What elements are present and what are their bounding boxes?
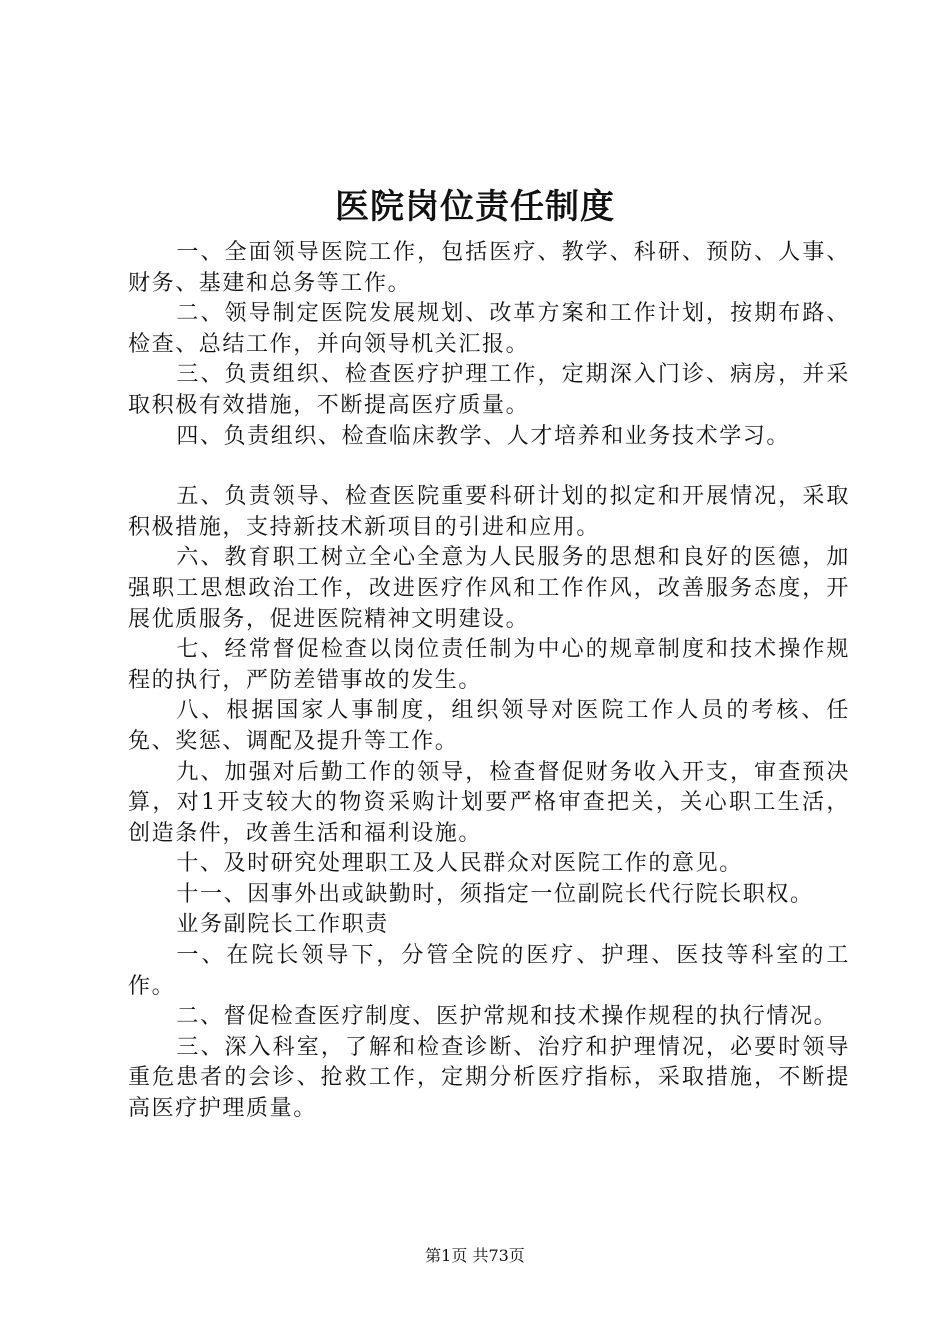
paragraph-13: 一、在院长领导下，分管全院的医疗、护理、医技等科室的工作。 [128, 943, 850, 999]
page-footer: 第1页 共73页 [425, 1246, 525, 1265]
paragraph-3: 三、负责组织、检查医疗护理工作，定期深入门诊、病房，并采取积极有效措施，不断提高医疗质量。 [128, 362, 850, 418]
paragraph-8: 八、根据国家人事制度，组织领导对医院工作人员的考核、任免、奖惩、调配及提升等工作。 [128, 698, 850, 754]
paragraph-2: 二、领导制定医院发展规划、改革方案和工作计划，按期布路、检查、总结工作，并向领导机关汇报。 [128, 301, 850, 357]
paragraph-10: 十、及时研究处理职工及人民群众对医院工作的意见。 [176, 851, 743, 877]
document-body [128, 238, 850, 1125]
section-heading: 业务副院长工作职责 [176, 912, 389, 938]
paragraph-11: 十一、因事外出或缺勤时，须指定一位副院长代行院长职权。 [176, 881, 814, 907]
paragraph-5: 五、负责领导、检查医院重要科研计划的拟定和开展情况，采取积极措施，支持新技术新项目的引进和应用。 [128, 484, 850, 540]
paragraph-1: 一、全面领导医院工作，包括医疗、教学、科研、预防、人事、财务、基建和总务等工作。 [128, 240, 850, 296]
paragraph-4: 四、负责组织、检查临床教学、人才培养和业务技术学习。 [176, 423, 790, 449]
paragraph-6: 六、教育职工树立全心全意为人民服务的思想和良好的医德，加强职工思想政治工作，改进医疗作风和工作作风，改善服务态度，开展优质服务，促进医院精神文明建设。 [128, 545, 850, 632]
paragraph-14: 二、督促检查医疗制度、医护常规和技术操作规程的执行情况。 [176, 1004, 838, 1030]
paragraph-15: 三、深入科室，了解和检查诊断、治疗和护理情况，必要时领导重危患者的会诊、抢救工作，定期分析医疗指标，采取措施，不断提高医疗护理质量。 [128, 1034, 850, 1122]
paragraph-9: 九、加强对后勤工作的领导，检查督促财务收入开支，审查预决算，对1开支较大的物资采购计划要严格审查把关，关心职工生活，创造条件，改善生活和福利设施。 [128, 759, 850, 846]
document-title: 医院岗位责任制度 [335, 187, 615, 227]
paragraph-7: 七、经常督促检查以岗位责任制为中心的规章制度和技术操作规程的执行，严防差错事故的发生。 [128, 637, 850, 693]
